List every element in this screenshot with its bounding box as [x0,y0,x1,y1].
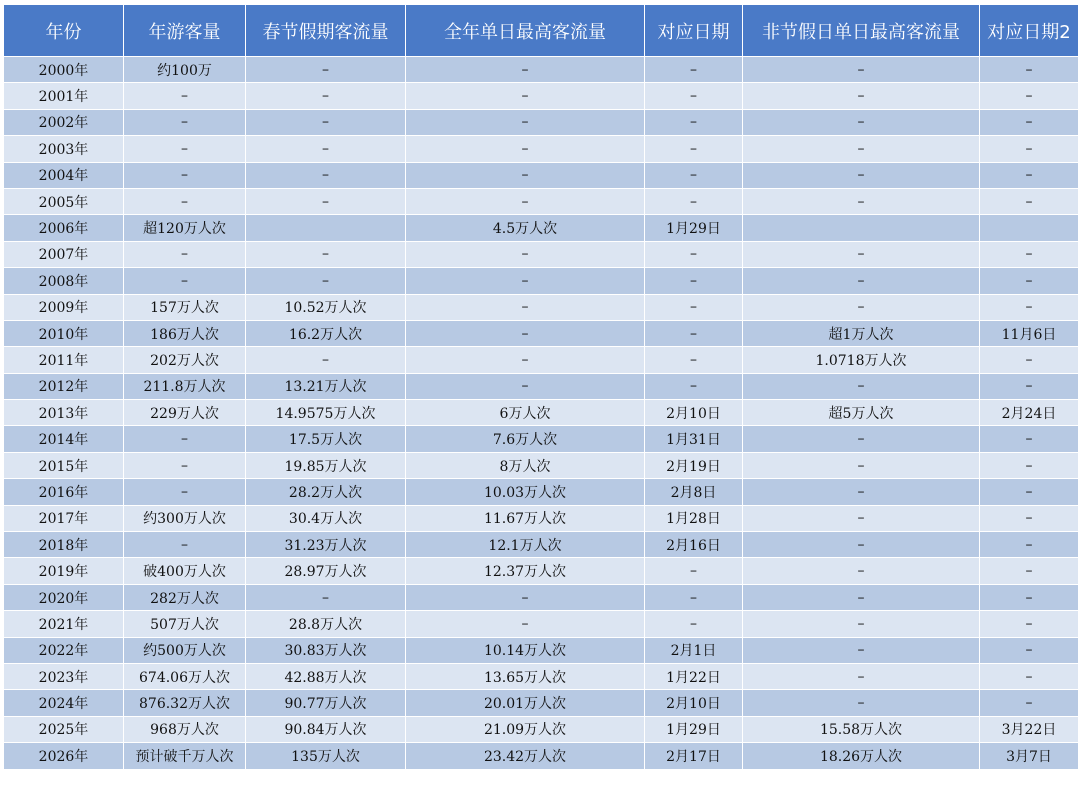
cell-non-holiday-daily-peak: – [743,241,980,267]
header-peak-date: 对应日期 [645,5,743,57]
cell-non-holiday-peak-date: – [980,347,1079,373]
cell-peak-date: – [645,294,743,320]
cell-annual-daily-peak: 11.67万人次 [406,505,645,531]
cell-annual-visitors: 674.06万人次 [124,663,246,689]
table-row [4,83,1079,109]
cell-non-holiday-daily-peak: 18.26万人次 [743,743,980,769]
cell-year: 2004年 [4,162,124,188]
cell-non-holiday-peak-date: 11月6日 [980,320,1079,346]
cell-annual-visitors: – [124,136,246,162]
cell-annual-daily-peak: 13.65万人次 [406,663,645,689]
cell-spring-festival-flow: 28.97万人次 [246,558,406,584]
cell-non-holiday-peak-date: – [980,373,1079,399]
cell-spring-festival-flow [246,215,406,241]
cell-non-holiday-peak-date: – [980,611,1079,637]
cell-non-holiday-peak-date: – [980,241,1079,267]
cell-spring-festival-flow: – [246,83,406,109]
cell-annual-daily-peak: – [406,294,645,320]
cell-non-holiday-daily-peak: – [743,611,980,637]
cell-annual-visitors: 968万人次 [124,716,246,742]
cell-year: 2023年 [4,663,124,689]
cell-non-holiday-peak-date [980,215,1079,241]
cell-peak-date: 2月10日 [645,690,743,716]
cell-annual-visitors: 507万人次 [124,611,246,637]
cell-annual-visitors: 202万人次 [124,347,246,373]
cell-annual-visitors: – [124,83,246,109]
cell-annual-visitors: 229万人次 [124,400,246,426]
cell-non-holiday-daily-peak: – [743,188,980,214]
header-non-holiday-peak-date: 对应日期2 [980,5,1079,57]
cell-annual-daily-peak: – [406,268,645,294]
header-spring-festival-flow: 春节假期客流量 [246,5,406,57]
table-row [4,215,1079,241]
cell-spring-festival-flow: 135万人次 [246,743,406,769]
cell-year: 2013年 [4,400,124,426]
cell-non-holiday-daily-peak: – [743,136,980,162]
cell-non-holiday-daily-peak: – [743,294,980,320]
cell-year: 2018年 [4,532,124,558]
cell-annual-visitors: 282万人次 [124,584,246,610]
cell-spring-festival-flow: – [246,347,406,373]
table-row [4,611,1079,637]
table-row [4,505,1079,531]
cell-annual-daily-peak: – [406,83,645,109]
cell-annual-daily-peak: 8万人次 [406,452,645,478]
cell-annual-visitors: – [124,452,246,478]
cell-annual-daily-peak: – [406,584,645,610]
cell-spring-festival-flow: – [246,162,406,188]
cell-annual-visitors: 约300万人次 [124,505,246,531]
cell-peak-date: 2月19日 [645,452,743,478]
cell-annual-daily-peak: 12.1万人次 [406,532,645,558]
cell-annual-daily-peak: – [406,373,645,399]
table-row [4,241,1079,267]
cell-annual-daily-peak: – [406,109,645,135]
cell-spring-festival-flow: – [246,136,406,162]
cell-year: 2012年 [4,373,124,399]
cell-peak-date: 2月10日 [645,400,743,426]
cell-annual-daily-peak: – [406,57,645,83]
cell-peak-date: – [645,373,743,399]
cell-year: 2002年 [4,109,124,135]
table-row [4,400,1079,426]
cell-spring-festival-flow: 30.4万人次 [246,505,406,531]
cell-non-holiday-peak-date: – [980,109,1079,135]
table-row [4,268,1079,294]
cell-spring-festival-flow: 28.2万人次 [246,479,406,505]
cell-annual-visitors: 约100万 [124,57,246,83]
cell-annual-daily-peak: 21.09万人次 [406,716,645,742]
cell-peak-date: – [645,109,743,135]
table-row [4,637,1079,663]
cell-annual-visitors: – [124,241,246,267]
table-row [4,373,1079,399]
cell-annual-visitors: – [124,268,246,294]
cell-peak-date: 1月28日 [645,505,743,531]
cell-annual-daily-peak: – [406,320,645,346]
cell-peak-date: – [645,162,743,188]
table-row [4,426,1079,452]
cell-year: 2005年 [4,188,124,214]
cell-non-holiday-peak-date: – [980,505,1079,531]
cell-year: 2015年 [4,452,124,478]
cell-spring-festival-flow: – [246,241,406,267]
cell-non-holiday-daily-peak: – [743,57,980,83]
cell-annual-daily-peak: 10.14万人次 [406,637,645,663]
cell-annual-daily-peak: 4.5万人次 [406,215,645,241]
cell-annual-visitors: 约500万人次 [124,637,246,663]
cell-spring-festival-flow: 42.88万人次 [246,663,406,689]
cell-non-holiday-daily-peak: – [743,637,980,663]
cell-non-holiday-peak-date: – [980,83,1079,109]
cell-year: 2007年 [4,241,124,267]
cell-year: 2008年 [4,268,124,294]
cell-year: 2019年 [4,558,124,584]
cell-non-holiday-peak-date: – [980,268,1079,294]
table-row [4,109,1079,135]
cell-annual-daily-peak: 20.01万人次 [406,690,645,716]
cell-non-holiday-peak-date: 3月22日 [980,716,1079,742]
cell-peak-date: 1月31日 [645,426,743,452]
cell-non-holiday-peak-date: – [980,188,1079,214]
cell-annual-daily-peak: 7.6万人次 [406,426,645,452]
cell-annual-visitors: 预计破千万人次 [124,743,246,769]
cell-spring-festival-flow: 19.85万人次 [246,452,406,478]
cell-non-holiday-daily-peak: 超1万人次 [743,320,980,346]
cell-annual-visitors: – [124,109,246,135]
table-header [4,5,1079,57]
cell-non-holiday-daily-peak [743,215,980,241]
table-row [4,452,1079,478]
cell-year: 2025年 [4,716,124,742]
table-row [4,188,1079,214]
header-annual-daily-peak: 全年单日最高客流量 [406,5,645,57]
cell-peak-date: – [645,136,743,162]
cell-non-holiday-daily-peak: – [743,162,980,188]
cell-annual-visitors: 211.8万人次 [124,373,246,399]
cell-spring-festival-flow: 13.21万人次 [246,373,406,399]
cell-non-holiday-daily-peak: – [743,690,980,716]
cell-non-holiday-peak-date: – [980,690,1079,716]
cell-annual-daily-peak: 10.03万人次 [406,479,645,505]
cell-non-holiday-daily-peak: 15.58万人次 [743,716,980,742]
cell-peak-date: – [645,268,743,294]
cell-peak-date: 1月29日 [645,215,743,241]
cell-spring-festival-flow: – [246,57,406,83]
cell-peak-date: – [645,347,743,373]
cell-peak-date: – [645,320,743,346]
cell-non-holiday-peak-date: – [980,558,1079,584]
cell-year: 2003年 [4,136,124,162]
cell-peak-date: – [645,188,743,214]
table-row [4,558,1079,584]
cell-annual-visitors: 破400万人次 [124,558,246,584]
cell-year: 2016年 [4,479,124,505]
cell-non-holiday-daily-peak: – [743,505,980,531]
table-body [4,57,1079,770]
table-row [4,584,1079,610]
cell-non-holiday-daily-peak: – [743,479,980,505]
cell-peak-date: – [645,558,743,584]
cell-spring-festival-flow: 90.84万人次 [246,716,406,742]
cell-non-holiday-peak-date: – [980,663,1079,689]
cell-spring-festival-flow: 10.52万人次 [246,294,406,320]
cell-year: 2009年 [4,294,124,320]
cell-non-holiday-peak-date: – [980,452,1079,478]
header-year: 年份 [4,5,124,57]
cell-non-holiday-peak-date: – [980,136,1079,162]
cell-non-holiday-daily-peak: – [743,452,980,478]
cell-annual-visitors: – [124,426,246,452]
table-row [4,347,1079,373]
cell-annual-visitors: 876.32万人次 [124,690,246,716]
cell-spring-festival-flow: 28.8万人次 [246,611,406,637]
header-row [4,5,1079,57]
cell-non-holiday-daily-peak: – [743,663,980,689]
cell-non-holiday-peak-date: – [980,479,1079,505]
cell-annual-daily-peak: 6万人次 [406,400,645,426]
cell-non-holiday-daily-peak: – [743,373,980,399]
cell-annual-visitors: 超120万人次 [124,215,246,241]
cell-spring-festival-flow: 14.9575万人次 [246,400,406,426]
cell-peak-date: 2月16日 [645,532,743,558]
cell-spring-festival-flow: – [246,268,406,294]
cell-non-holiday-daily-peak: – [743,109,980,135]
table-row [4,320,1079,346]
cell-spring-festival-flow: 90.77万人次 [246,690,406,716]
cell-year: 2000年 [4,57,124,83]
cell-non-holiday-daily-peak: – [743,268,980,294]
cell-peak-date: 2月1日 [645,637,743,663]
cell-non-holiday-peak-date: – [980,294,1079,320]
cell-peak-date: – [645,611,743,637]
cell-non-holiday-peak-date: – [980,426,1079,452]
cell-annual-visitors: – [124,162,246,188]
cell-peak-date: 2月17日 [645,743,743,769]
cell-year: 2017年 [4,505,124,531]
cell-non-holiday-daily-peak: – [743,558,980,584]
cell-peak-date: – [645,57,743,83]
cell-annual-visitors: 186万人次 [124,320,246,346]
cell-non-holiday-daily-peak: – [743,83,980,109]
header-non-holiday-daily-peak: 非节假日单日最高客流量 [743,5,980,57]
cell-peak-date: 2月8日 [645,479,743,505]
cell-spring-festival-flow: 31.23万人次 [246,532,406,558]
cell-non-holiday-peak-date: 3月7日 [980,743,1079,769]
table-row [4,479,1079,505]
table-row [4,294,1079,320]
cell-non-holiday-peak-date: – [980,532,1079,558]
table-row [4,162,1079,188]
cell-non-holiday-daily-peak: – [743,584,980,610]
cell-annual-daily-peak: – [406,188,645,214]
cell-annual-visitors: – [124,532,246,558]
cell-annual-visitors: – [124,188,246,214]
table-row [4,136,1079,162]
cell-annual-daily-peak: – [406,162,645,188]
cell-non-holiday-daily-peak: – [743,532,980,558]
cell-year: 2022年 [4,637,124,663]
cell-annual-visitors: 157万人次 [124,294,246,320]
cell-peak-date: – [645,83,743,109]
cell-annual-daily-peak: – [406,136,645,162]
cell-peak-date: – [645,241,743,267]
cell-non-holiday-peak-date: – [980,162,1079,188]
cell-non-holiday-peak-date: – [980,584,1079,610]
table-row [4,663,1079,689]
cell-peak-date: 1月29日 [645,716,743,742]
cell-non-holiday-daily-peak: 1.0718万人次 [743,347,980,373]
cell-spring-festival-flow: – [246,188,406,214]
cell-year: 2020年 [4,584,124,610]
table-row [4,743,1079,769]
cell-annual-daily-peak: 23.42万人次 [406,743,645,769]
cell-spring-festival-flow: 16.2万人次 [246,320,406,346]
cell-non-holiday-daily-peak: 超5万人次 [743,400,980,426]
cell-year: 2014年 [4,426,124,452]
cell-annual-daily-peak: – [406,347,645,373]
cell-annual-daily-peak: 12.37万人次 [406,558,645,584]
cell-non-holiday-peak-date: – [980,637,1079,663]
cell-spring-festival-flow: 30.83万人次 [246,637,406,663]
cell-peak-date: – [645,584,743,610]
header-annual-visitors: 年游客量 [124,5,246,57]
cell-year: 2010年 [4,320,124,346]
cell-year: 2024年 [4,690,124,716]
cell-year: 2021年 [4,611,124,637]
cell-year: 2026年 [4,743,124,769]
cell-year: 2006年 [4,215,124,241]
cell-annual-daily-peak: – [406,241,645,267]
table-row [4,690,1079,716]
cell-non-holiday-peak-date: 2月24日 [980,400,1079,426]
table-row [4,57,1079,83]
cell-annual-daily-peak: – [406,611,645,637]
cell-spring-festival-flow: 17.5万人次 [246,426,406,452]
cell-spring-festival-flow: – [246,109,406,135]
table-row [4,532,1079,558]
cell-peak-date: 1月22日 [645,663,743,689]
cell-non-holiday-peak-date: – [980,57,1079,83]
cell-non-holiday-daily-peak: – [743,426,980,452]
cell-annual-visitors: – [124,479,246,505]
cell-year: 2001年 [4,83,124,109]
table-row [4,716,1079,742]
cell-spring-festival-flow: – [246,584,406,610]
cell-year: 2011年 [4,347,124,373]
visitor-statistics-table [3,4,1079,770]
